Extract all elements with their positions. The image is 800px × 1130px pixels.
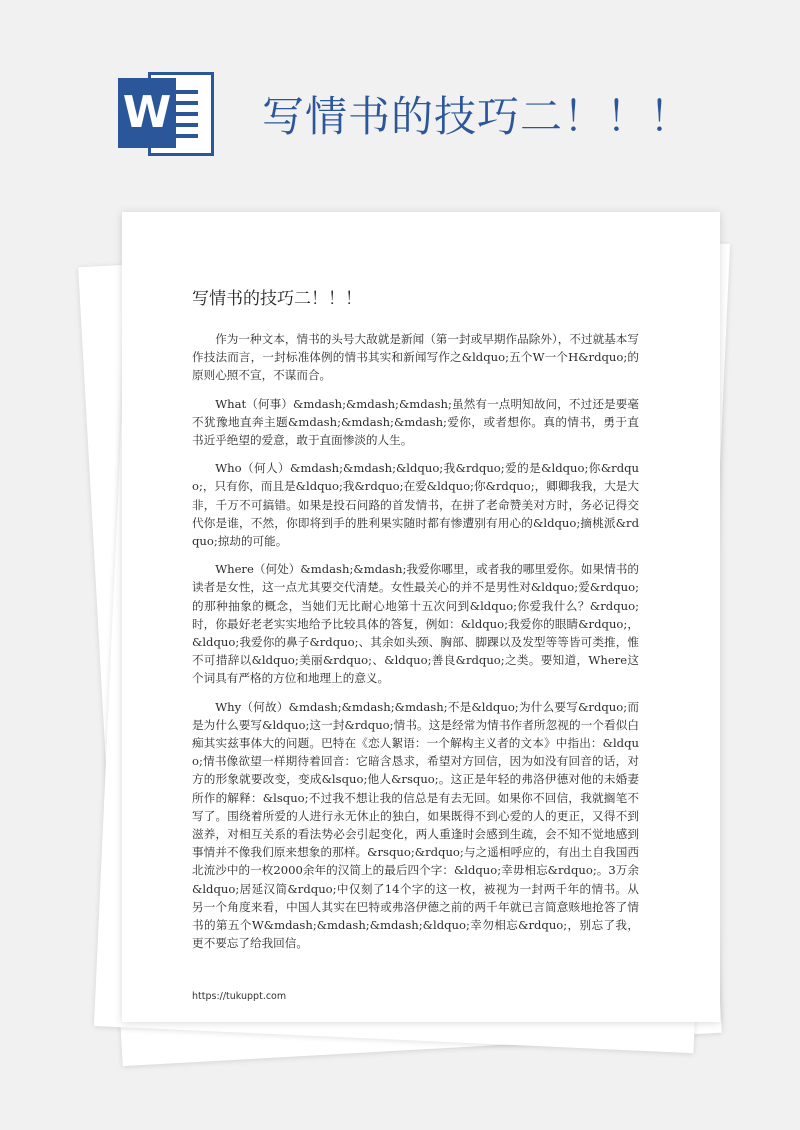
paragraph: 作为一种文本，情书的头号大敌就是新闻（第一封或早期作品除外），不过就基本写作技法而言，一封标准体例的情书其实和新闻写作之&ldquo;五个W一个H&rdquo;的原则心照不宣，不谋而合。 (192, 332, 639, 383)
paragraph: Who（何人）&mdash;&mdash;&ldquo;我&rdquo;爱的是&ldquo;你&rdquo;，只有你，而且是&ldquo;我&rdquo;在爱&ldquo;你&rdquo;，卿卿我我，大是大非，千万不可搞错。如果是投石问路的首发情书，在拼了老命赞美对方时，务必记得交代你是谁，不然，你即将到手的胜利果实随时都有惨遭别有用心的&ldquo;摘桃派&rdquo;掠劫的可能。 (192, 461, 639, 549)
document-title: 写情书的技巧二！！！ (192, 289, 362, 309)
document-body (192, 330, 639, 963)
paragraph: What（何事）&mdash;&mdash;&mdash;虽然有一点明知故问，不过还是要毫不犹豫地直奔主题&mdash;&mdash;&mdash;爱你，或者想你。真的情书，勇于直书近乎绝望的爱意，敢于直面惨淡的人生。 (192, 396, 639, 448)
word-document-icon (118, 68, 216, 160)
document-page (122, 212, 720, 1022)
banner-title: 写情书的技巧二！！！ (262, 92, 693, 141)
paragraph: Why（何故）&mdash;&mdash;&mdash;不是&ldquo;为什么要写&rdquo;而是为什么要写&ldquo;这一封&rdquo;情书。这是经常为情书作者所忽视的一个看似白痴其实兹事体大的问题。巴特在《恋人絮语：一个解构主义者的文本》中指出：&ldquo;情书像欲望一样期待着回音：它暗含恳求，希望对方回信，因为如没有回音的话，对方的形象就要改变，变成&lsquo;他人&rsquo;。这正是年轻的弗洛伊德对他的未婚妻所作的解释：&lsquo;不过我不想让我的信总是有去无回。如果你不回信，我就搁笔不写了。围绕着所爱的人进行永无休止的独白，如果既得不到心爱的人的更正，又得不到滋养，对相互关系的看法势必会引起变化，两人重逢时会感到生疏，会不知不觉地感到事情并不像我们原来想象的那样。&rsquo;&rdquo;与之遥相呼应的，有出土自我国西北流沙中的一枚2000余年的汉简上的最后四个字：&ldquo;幸毋相忘&rdquo;。3万余&ldquo;居延汉简&rdquo;中仅刻了14个字的这一枚，被视为一封两千年的情书。从另一个角度来看，中国人其实在巴特或弗洛伊德之前的两千年就已言简意赅地抢答了情书的第五个W&mdash;&mdash;&mdash;&ldquo;幸勿相忘&rdquo;，别忘了我，更不要忘了给我回信。 (192, 699, 639, 951)
header-banner (0, 0, 800, 190)
paragraph: Where（何处）&mdash;&mdash;我爱你哪里，或者我的哪里爱你。如果情书的读者是女性，这一点尤其要交代清楚。女性最关心的并不是男性对&ldquo;爱&rdquo;的那种抽象的概念，当她们无比耐心地第十五次问到&ldquo;你爱我什么？&rdquo;时，你最好老老实实地给予比较具体的答复，例如：&ldquo;我爱你的眼睛&rdquo;，&ldquo;我爱你的鼻子&rdquo;、其余如头颈、胸部、脚踝以及发型等等皆可类推，惟不可措辞以&ldquo;美丽&rdquo;、&ldquo;善良&rdquo;之类。要知道，Where这个词具有严格的方位和地理上的意义。 (192, 562, 639, 686)
footer-url[interactable]: https://tukuppt.com (192, 991, 287, 1002)
word-logo-letter: W (118, 78, 176, 148)
